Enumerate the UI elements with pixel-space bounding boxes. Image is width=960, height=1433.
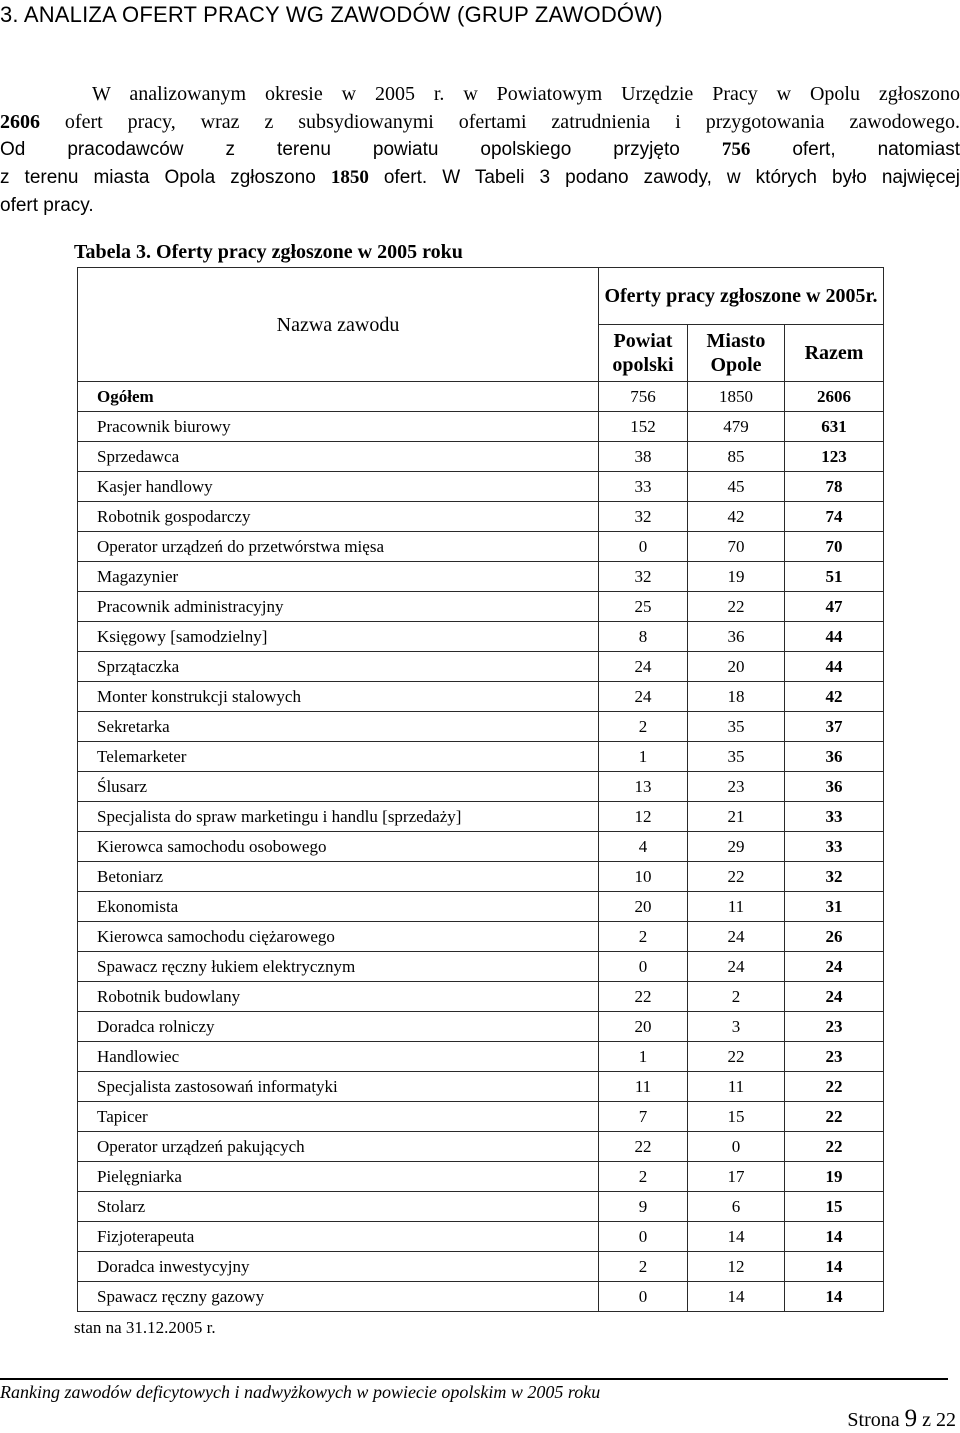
miasto-count-cell: 70 <box>688 532 785 562</box>
razem-count-cell: 631 <box>785 412 884 442</box>
table-row <box>78 832 884 862</box>
table-row <box>78 532 884 562</box>
occupation-name-cell: Kasjer handlowy <box>78 472 599 502</box>
powiat-count-cell: 7 <box>599 1102 688 1132</box>
razem-count-cell: 14 <box>785 1222 884 1252</box>
table-row <box>78 982 884 1012</box>
table-header-row-1 <box>78 268 884 325</box>
miasto-count-cell: 23 <box>688 772 785 802</box>
intro-line-5-text: ofert pracy. <box>0 195 94 216</box>
occupation-name-cell: Kierowca samochodu osobowego <box>78 832 599 862</box>
razem-count-cell: 24 <box>785 952 884 982</box>
razem-count-cell: 22 <box>785 1102 884 1132</box>
miasto-count-cell: 36 <box>688 622 785 652</box>
razem-count-cell: 33 <box>785 832 884 862</box>
miasto-count-cell: 2 <box>688 982 785 1012</box>
razem-count-cell: 14 <box>785 1252 884 1282</box>
occupation-name-cell: Robotnik budowlany <box>78 982 599 1012</box>
occupation-name-cell: Spawacz ręczny gazowy <box>78 1282 599 1312</box>
table-row <box>78 592 884 622</box>
header-powiat: Powiat opolski <box>599 325 688 382</box>
razem-count-cell: 22 <box>785 1132 884 1162</box>
razem-count-cell: 74 <box>785 502 884 532</box>
razem-count-cell: 14 <box>785 1282 884 1312</box>
page-separator: z <box>917 1409 936 1431</box>
footer-document-title: Ranking zawodów deficytowych i nadwyżkowych w powiecie opolskim w 2005 roku <box>0 1382 601 1402</box>
razem-count-cell: 51 <box>785 562 884 592</box>
powiat-count-cell: 0 <box>599 532 688 562</box>
header-occupation-name: Nazwa zawodu <box>78 268 599 382</box>
miasto-count-cell: 479 <box>688 412 785 442</box>
total-offers-bold: 2606 <box>0 111 40 133</box>
table-row <box>78 1132 884 1162</box>
powiat-count-cell: 24 <box>599 652 688 682</box>
miasto-count-cell: 20 <box>688 652 785 682</box>
powiat-count-cell: 11 <box>599 1072 688 1102</box>
powiat-count-cell: 8 <box>599 622 688 652</box>
razem-count-cell: 42 <box>785 682 884 712</box>
intro-line-3 <box>0 136 960 164</box>
table-row <box>78 1252 884 1282</box>
powiat-count-cell: 33 <box>599 472 688 502</box>
intro-line-3-post: ofert, natomiast <box>750 139 960 160</box>
city-offers-bold: 1850 <box>330 167 369 188</box>
razem-count-cell: 123 <box>785 442 884 472</box>
miasto-count-cell: 1850 <box>688 382 785 412</box>
table-row <box>78 1012 884 1042</box>
table-body <box>78 382 884 1312</box>
razem-count-cell: 32 <box>785 862 884 892</box>
miasto-count-cell: 19 <box>688 562 785 592</box>
razem-count-cell: 26 <box>785 922 884 952</box>
razem-count-cell: 19 <box>785 1162 884 1192</box>
occupation-name-cell: Sprzątaczka <box>78 652 599 682</box>
table-row <box>78 1282 884 1312</box>
powiat-count-cell: 20 <box>599 892 688 922</box>
powiat-count-cell: 152 <box>599 412 688 442</box>
razem-count-cell: 44 <box>785 652 884 682</box>
miasto-count-cell: 11 <box>688 892 785 922</box>
occupation-name-cell: Doradca rolniczy <box>78 1012 599 1042</box>
miasto-count-cell: 42 <box>688 502 785 532</box>
razem-count-cell: 36 <box>785 742 884 772</box>
miasto-count-cell: 24 <box>688 952 785 982</box>
occupation-name-cell: Specjalista do spraw marketingu i handlu [sprzedaży] <box>78 802 599 832</box>
table-row <box>78 1072 884 1102</box>
table-row <box>78 1222 884 1252</box>
page-current: 9 <box>904 1405 918 1432</box>
powiat-count-cell: 0 <box>599 1222 688 1252</box>
razem-count-cell: 23 <box>785 1042 884 1072</box>
occupation-name-cell: Pracownik biurowy <box>78 412 599 442</box>
powiat-offers-bold: 756 <box>721 139 751 160</box>
table-row <box>78 502 884 532</box>
table-row <box>78 772 884 802</box>
miasto-count-cell: 12 <box>688 1252 785 1282</box>
miasto-count-cell: 22 <box>688 1042 785 1072</box>
miasto-count-cell: 11 <box>688 1072 785 1102</box>
page-number <box>847 1405 956 1433</box>
section-heading: 3. ANALIZA OFERT PRACY WG ZAWODÓW (GRUP ZAWODÓW) <box>0 2 663 27</box>
occupation-name-cell: Spawacz ręczny łukiem elektrycznym <box>78 952 599 982</box>
occupation-name-cell: Kierowca samochodu ciężarowego <box>78 922 599 952</box>
razem-count-cell: 37 <box>785 712 884 742</box>
occupation-name-cell: Operator urządzeń do przetwórstwa mięsa <box>78 532 599 562</box>
table-row <box>78 562 884 592</box>
miasto-count-cell: 22 <box>688 862 785 892</box>
table-row <box>78 1102 884 1132</box>
table-row <box>78 442 884 472</box>
occupation-name-cell: Telemarketer <box>78 742 599 772</box>
header-razem: Razem <box>785 325 884 382</box>
table-row-total <box>78 382 884 412</box>
miasto-count-cell: 21 <box>688 802 785 832</box>
occupation-name-cell: Doradca inwestycyjny <box>78 1252 599 1282</box>
miasto-count-cell: 18 <box>688 682 785 712</box>
powiat-count-cell: 2 <box>599 712 688 742</box>
powiat-count-cell: 25 <box>599 592 688 622</box>
razem-count-cell: 23 <box>785 1012 884 1042</box>
intro-line-2-text: ofert pracy, wraz z subsydiowanymi ofertami zatrudnienia i przygotowania zawodowego. <box>40 111 960 133</box>
table-row <box>78 1042 884 1072</box>
occupation-name-cell: Sprzedawca <box>78 442 599 472</box>
powiat-count-cell: 20 <box>599 1012 688 1042</box>
razem-count-cell: 47 <box>785 592 884 622</box>
powiat-count-cell: 32 <box>599 502 688 532</box>
powiat-count-cell: 12 <box>599 802 688 832</box>
header-offers-group: Oferty pracy zgłoszone w 2005r. <box>599 268 884 325</box>
miasto-count-cell: 14 <box>688 1282 785 1312</box>
occupation-name-cell: Magazynier <box>78 562 599 592</box>
miasto-count-cell: 85 <box>688 442 785 472</box>
powiat-count-cell: 1 <box>599 1042 688 1072</box>
intro-line-5 <box>0 192 960 220</box>
powiat-count-cell: 2 <box>599 922 688 952</box>
page-prefix: Strona <box>847 1409 905 1431</box>
footer-divider <box>0 1378 948 1380</box>
table-row <box>78 1192 884 1222</box>
powiat-count-cell: 13 <box>599 772 688 802</box>
intro-line-1-text: W analizowanym okresie w 2005 r. w Powiatowym Urzędzie Pracy w Opolu zgłoszono <box>92 83 960 105</box>
table-row <box>78 622 884 652</box>
razem-count-cell: 31 <box>785 892 884 922</box>
occupation-name-cell: Stolarz <box>78 1192 599 1222</box>
occupation-name-cell: Ogółem <box>78 382 599 412</box>
intro-line-3-pre: Od pracodawców z terenu powiatu opolskiego przyjęto <box>0 139 722 160</box>
table-row <box>78 652 884 682</box>
job-offers-table <box>77 267 884 1312</box>
miasto-count-cell: 0 <box>688 1132 785 1162</box>
occupation-name-cell: Księgowy [samodzielny] <box>78 622 599 652</box>
razem-count-cell: 22 <box>785 1072 884 1102</box>
table-row <box>78 412 884 442</box>
occupation-name-cell: Specjalista zastosowań informatyki <box>78 1072 599 1102</box>
powiat-count-cell: 32 <box>599 562 688 592</box>
razem-count-cell: 36 <box>785 772 884 802</box>
razem-count-cell: 78 <box>785 472 884 502</box>
occupation-name-cell: Ekonomista <box>78 892 599 922</box>
intro-line-2 <box>0 108 960 136</box>
powiat-count-cell: 2 <box>599 1162 688 1192</box>
occupation-name-cell: Tapicer <box>78 1102 599 1132</box>
table-row <box>78 862 884 892</box>
razem-count-cell: 15 <box>785 1192 884 1222</box>
powiat-count-cell: 22 <box>599 1132 688 1162</box>
header-miasto: Miasto Opole <box>688 325 785 382</box>
occupation-name-cell: Operator urządzeń pakujących <box>78 1132 599 1162</box>
miasto-count-cell: 24 <box>688 922 785 952</box>
miasto-count-cell: 15 <box>688 1102 785 1132</box>
razem-count-cell: 33 <box>785 802 884 832</box>
occupation-name-cell: Pracownik administracyjny <box>78 592 599 622</box>
powiat-count-cell: 1 <box>599 742 688 772</box>
miasto-count-cell: 6 <box>688 1192 785 1222</box>
razem-count-cell: 2606 <box>785 382 884 412</box>
intro-line-4-post: ofert. W Tabeli 3 podano zawody, w których było najwięcej <box>368 167 960 188</box>
powiat-count-cell: 0 <box>599 1282 688 1312</box>
table-row <box>78 712 884 742</box>
table-row <box>78 742 884 772</box>
table-row <box>78 892 884 922</box>
powiat-count-cell: 2 <box>599 1252 688 1282</box>
miasto-count-cell: 3 <box>688 1012 785 1042</box>
occupation-name-cell: Ślusarz <box>78 772 599 802</box>
powiat-count-cell: 0 <box>599 952 688 982</box>
miasto-count-cell: 17 <box>688 1162 785 1192</box>
powiat-count-cell: 22 <box>599 982 688 1012</box>
table-row <box>78 952 884 982</box>
occupation-name-cell: Monter konstrukcji stalowych <box>78 682 599 712</box>
intro-line-1 <box>0 80 960 108</box>
miasto-count-cell: 29 <box>688 832 785 862</box>
powiat-count-cell: 756 <box>599 382 688 412</box>
occupation-name-cell: Handlowiec <box>78 1042 599 1072</box>
intro-line-4-pre: z terenu miasta Opola zgłoszono <box>0 167 331 188</box>
table-row <box>78 472 884 502</box>
intro-line-4 <box>0 164 960 192</box>
powiat-count-cell: 9 <box>599 1192 688 1222</box>
occupation-name-cell: Fizjoterapeuta <box>78 1222 599 1252</box>
occupation-name-cell: Sekretarka <box>78 712 599 742</box>
table-caption: Tabela 3. Oferty pracy zgłoszone w 2005 roku <box>74 241 463 263</box>
table-row <box>78 922 884 952</box>
occupation-name-cell: Robotnik gospodarczy <box>78 502 599 532</box>
powiat-count-cell: 24 <box>599 682 688 712</box>
miasto-count-cell: 35 <box>688 712 785 742</box>
status-date-note: stan na 31.12.2005 r. <box>74 1318 216 1337</box>
page-total: 22 <box>936 1409 956 1431</box>
powiat-count-cell: 10 <box>599 862 688 892</box>
table-row <box>78 682 884 712</box>
miasto-count-cell: 14 <box>688 1222 785 1252</box>
table-row <box>78 1162 884 1192</box>
occupation-name-cell: Betoniarz <box>78 862 599 892</box>
table-row <box>78 802 884 832</box>
razem-count-cell: 44 <box>785 622 884 652</box>
miasto-count-cell: 45 <box>688 472 785 502</box>
razem-count-cell: 24 <box>785 982 884 1012</box>
occupation-name-cell: Pielęgniarka <box>78 1162 599 1192</box>
powiat-count-cell: 38 <box>599 442 688 472</box>
miasto-count-cell: 35 <box>688 742 785 772</box>
razem-count-cell: 70 <box>785 532 884 562</box>
miasto-count-cell: 22 <box>688 592 785 622</box>
powiat-count-cell: 4 <box>599 832 688 862</box>
